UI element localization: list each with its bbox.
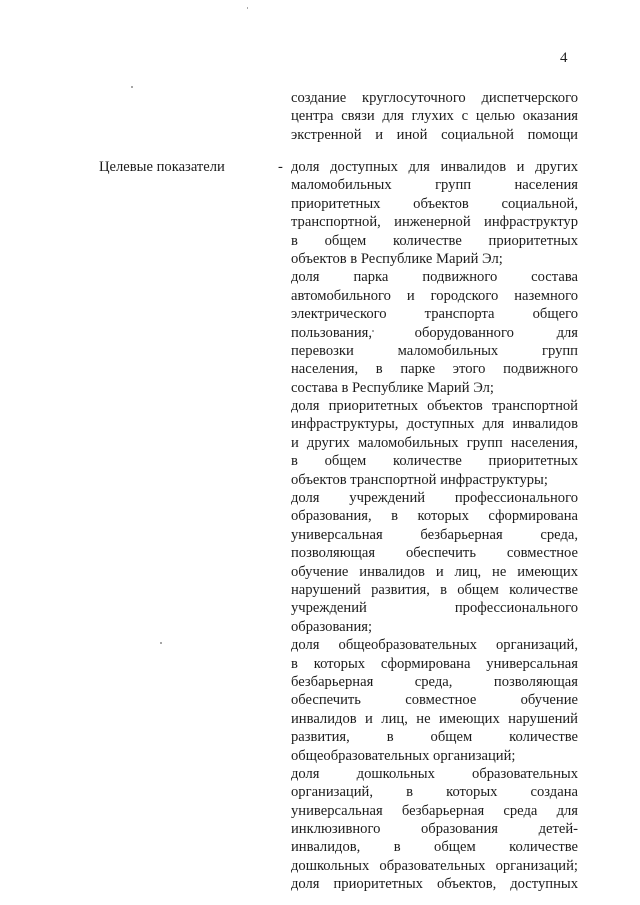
intro-line: центра связи для глухих с целью оказания [291,108,578,125]
goal-line: и других маломобильных групп населения, [291,434,578,451]
goal-line: инклюзивного образования детей- [291,821,578,838]
goal-line: транспортной, инженерной инфраструктур [291,214,578,231]
goal-line: доля парка подвижного состава [291,269,578,286]
goal-line: нарушений развития, в общем количестве [291,581,578,598]
goal-line: общеобразовательных организаций; [291,747,516,764]
goal-line: доля доступных для инвалидов и других [291,159,578,175]
goal-line: приоритетных объектов социальной, [291,195,578,212]
goal-line: электрического транспорта общего [291,306,578,323]
goal-line: позволяющая обеспечить совместное [291,545,578,562]
goal-line: обеспечить совместное обучение [291,692,578,709]
goal-line: объектов транспортной инфраструктуры; [291,471,548,488]
intro-line: экстренной и иной социальной помощи [291,126,578,143]
goal-line: развития, в общем количестве [291,729,578,746]
goal-line: маломобильных групп населения [291,177,578,194]
goals-text-block [291,158,578,894]
goal-line: безбарьерная среда, позволяющая [291,673,578,690]
goal-line: обучение инвалидов и лиц, не имеющих [291,563,578,580]
intro-line: создание круглосуточного диспетчерского [291,90,578,106]
scan-speck [247,7,248,9]
section-label: Целевые показатели [99,159,225,175]
goal-line: доля общеобразовательных организаций, [291,637,578,654]
list-dash: - [278,159,283,175]
goal-line: инвалидов, в общем количестве [291,839,578,856]
goal-line: инфраструктуры, доступных для инвалидов [291,416,578,433]
goal-line: состава в Республике Марий Эл; [291,379,494,396]
scan-speck [131,86,133,88]
goal-line: в общем количестве приоритетных [291,453,578,470]
page-number: 4 [560,50,568,66]
goal-line: учреждений профессионального [291,600,578,617]
goal-line: образования, в которых сформирована [291,508,578,525]
goal-line: доля приоритетных объектов транспортной [291,398,578,415]
goal-line: образования; [291,618,373,635]
goal-line: инвалидов и лиц, не имеющих нарушений [291,710,578,727]
scan-speck [160,642,162,644]
goal-line: в которых сформирована универсальная [291,655,578,672]
goal-line: дошкольных образовательных организаций; [291,857,578,874]
goal-line: населения, в парке этого подвижного [291,361,578,378]
goal-line: пользования, оборудованного для [291,324,578,341]
goal-line: доля учреждений профессионального [291,490,578,507]
goal-line: универсальная безбарьерная среда, [291,526,578,543]
goal-line: в общем количестве приоритетных [291,232,578,249]
goal-line: универсальная безбарьерная среда для [291,802,578,819]
goal-line: объектов в Республике Марий Эл; [291,250,503,267]
goal-line: доля приоритетных объектов, доступных [291,876,578,893]
goal-line: перевозки маломобильных групп [291,342,578,359]
goal-line: доля дошкольных образовательных [291,765,578,782]
goal-line: автомобильного и городского наземного [291,287,578,304]
goal-line: организаций, в которых создана [291,784,578,801]
intro-text-block [291,89,578,144]
